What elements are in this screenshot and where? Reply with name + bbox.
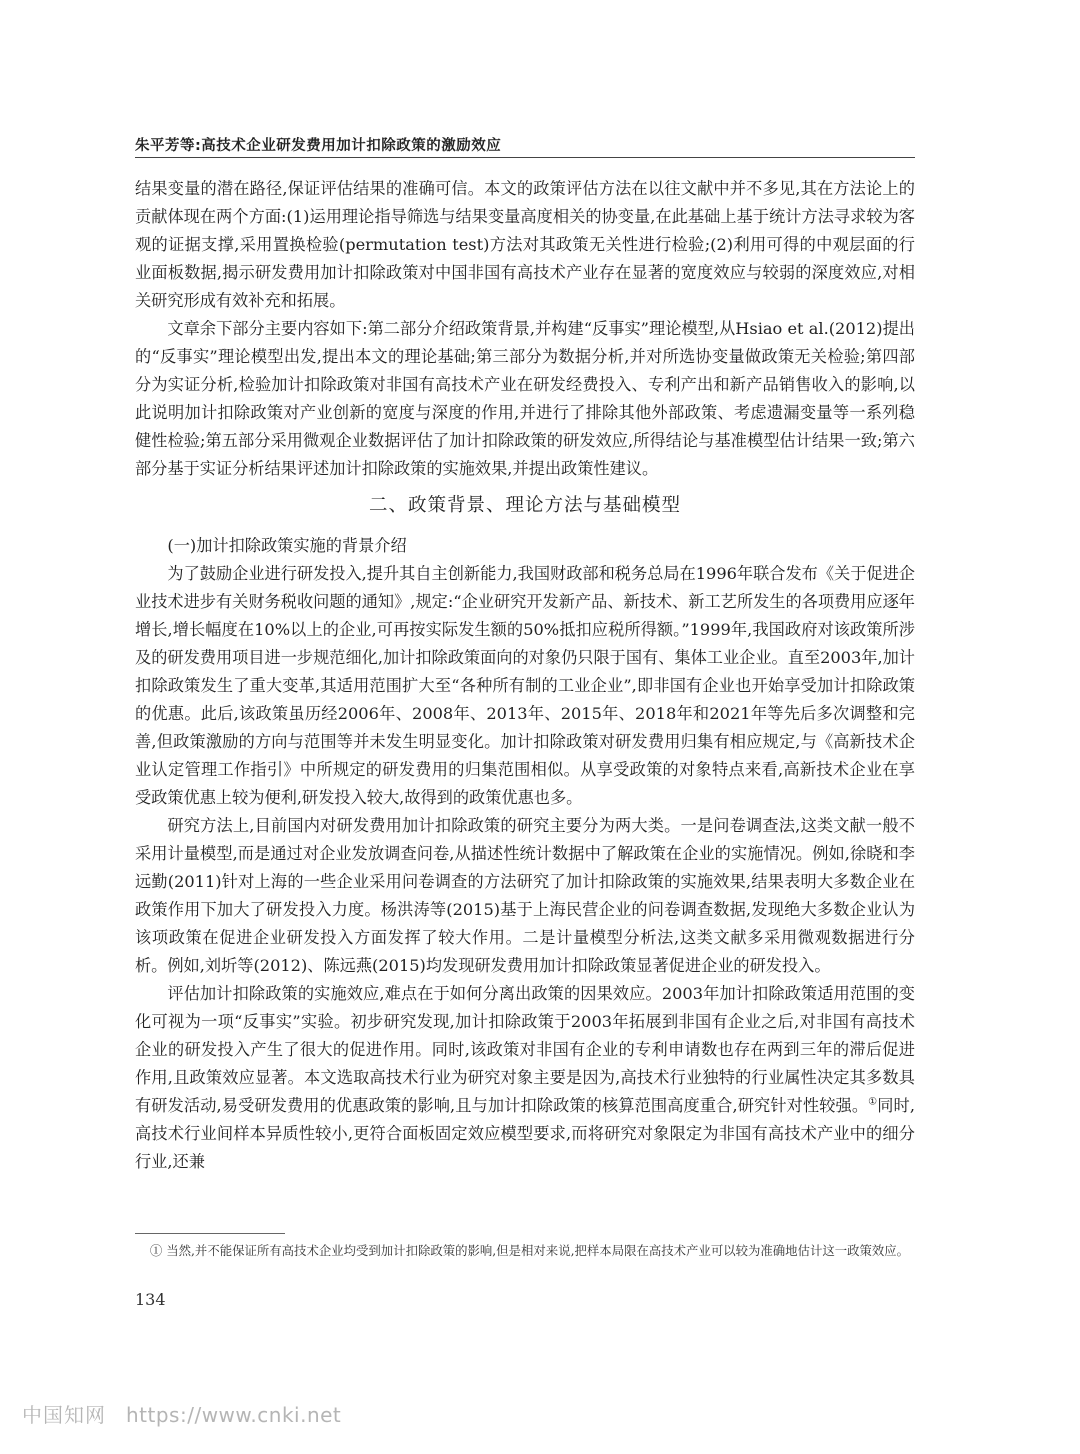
paragraph-outline: 文章余下部分主要内容如下:第二部分介绍政策背景,并构建“反事实”理论模型,从Hsiao et al.(2012)提出的“反事实”理论模型出发,提出本文的理论基础;第三部分为数据分析,并对所选协变量做政策无关检验;第四部分为实证分析,检验加计扣除政策对非国有高技术产业在研发经费投入、专利产出和新产品销售收入的影响,以此说明加计扣除政策对产业创新的宽度与深度的作用,并进行了排除其他外部政策、考虑遗漏变量等一系列稳健性检验;第五部分采用微观企业数据评估了加计扣除政策的研发效应,所得结论与基准模型估计结果一致;第六部分基于实证分析结果评述加计扣除政策的实施效果,并提出政策性建议。 bbox=[135, 319, 915, 478]
article-body bbox=[135, 175, 915, 1176]
page-number: 134 bbox=[135, 1290, 166, 1309]
paragraph-background: 为了鼓励企业进行研发投入,提升其自主创新能力,我国财政部和税务总局在1996年联合发布《关于促进企业技术进步有关财务税收问题的通知》,规定:“企业研究开发新产品、新技术、新工艺所发生的各项费用应逐年增长,增长幅度在10%以上的企业,可再按实际发生额的50%抵扣应税所得额。”1999年,我国政府对该政策所涉及的研发费用项目进一步规范细化,加计扣除政策面向的对象仍只限于国有、集体工业企业。直至2003年,加计扣除政策发生了重大变革,其适用范围扩大至“各种所有制的工业企业”,即非国有企业也开始享受加计扣除政策的优惠。此后,该政策虽历经2006年、2008年、2013年、2015年、2018年和2021年等先后多次调整和完善,但政策激励的方向与范围等并未发生明显变化。加计扣除政策对研发费用归集有相应规定,与《高新技术企业认定管理工作指引》中所规定的研发费用的归集范围相似。从享受政策的对象特点来看,高新技术企业在享受政策优惠上较为便利,研发投入较大,故得到的政策优惠也多。 bbox=[135, 564, 915, 807]
footnote-reference[interactable]: ① bbox=[868, 1096, 878, 1108]
cnki-watermark bbox=[22, 1399, 341, 1428]
footnote: ① 当然,并不能保证所有高技术企业均受到加计扣除政策的影响,但是相对来说,把样本局限在高技术产业可以较为准确地估计这一政策效应。 bbox=[149, 1243, 910, 1258]
paragraph-evaluation bbox=[135, 980, 915, 1176]
section-heading: 二、政策背景、理论方法与基础模型 bbox=[368, 495, 681, 516]
watermark-brand: 中国知网 bbox=[22, 1403, 106, 1427]
paragraph-evaluation-part2: 同时,高技术行业间样本异质性较小,更符合面板固定效应模型要求,而将研究对象限定为非国有高技术产业中的细分行业,还兼 bbox=[135, 1096, 916, 1171]
paragraph-intro-continuation: 结果变量的潜在路径,保证评估结果的准确可信。本文的政策评估方法在以往文献中并不多见,其在方法论上的贡献体现在两个方面:(1)运用理论指导筛选与结果变量高度相关的协变量,在此基础上基于统计方法寻求较为客观的证据支撑,采用置换检验(permutation test)方法对其政策无关性进行检验;(2)利用可得的中观层面的行业面板数据,揭示研发费用加计扣除政策对中国非国有高技术产业存在显著的宽度效应与较弱的深度效应,对相关研究形成有效补充和拓展。 bbox=[135, 179, 915, 310]
footnote-rule bbox=[135, 1233, 285, 1234]
subsection-heading: (一)加计扣除政策实施的背景介绍 bbox=[167, 536, 407, 555]
paragraph-evaluation-part1: 评估加计扣除政策的实施效应,难点在于如何分离出政策的因果效应。2003年加计扣除政策适用范围的变化可视为一项“反事实”实验。初步研究发现,加计扣除政策于2003年拓展到非国有企业之后,对非国有高技术企业的研发投入产生了很大的促进作用。同时,该政策对非国有企业的专利申请数也存在两到三年的滞后促进作用,且政策效应显著。本文选取高技术行业为研究对象主要是因为,高技术行业独特的行业属性决定其多数具有研发活动,易受研发费用的优惠政策的影响,且与加计扣除政策的核算范围高度重合,研究针对性较强。 bbox=[135, 984, 915, 1115]
watermark-url: https://www.cnki.net bbox=[126, 1403, 342, 1427]
running-header: 朱平芳等:高技术企业研发费用加计扣除政策的激励效应 bbox=[135, 138, 502, 154]
paragraph-methods: 研究方法上,目前国内对研发费用加计扣除政策的研究主要分为两大类。一是问卷调查法,这类文献一般不采用计量模型,而是通过对企业发放调查问卷,从描述性统计数据中了解政策在企业的实施情况。例如,徐晓和李远勤(2011)针对上海的一些企业采用问卷调查的方法研究了加计扣除政策的实施效果,结果表明大多数企业在政策作用下加大了研发投入力度。杨洪涛等(2015)基于上海民营企业的问卷调查数据,发现绝大多数企业认为该项政策在促进企业研发投入方面发挥了较大作用。二是计量模型分析法,这类文献多采用微观数据进行分析。例如,刘圻等(2012)、陈远燕(2015)均发现研发费用加计扣除政策显著促进企业的研发投入。 bbox=[135, 816, 915, 975]
header-rule bbox=[135, 157, 915, 158]
